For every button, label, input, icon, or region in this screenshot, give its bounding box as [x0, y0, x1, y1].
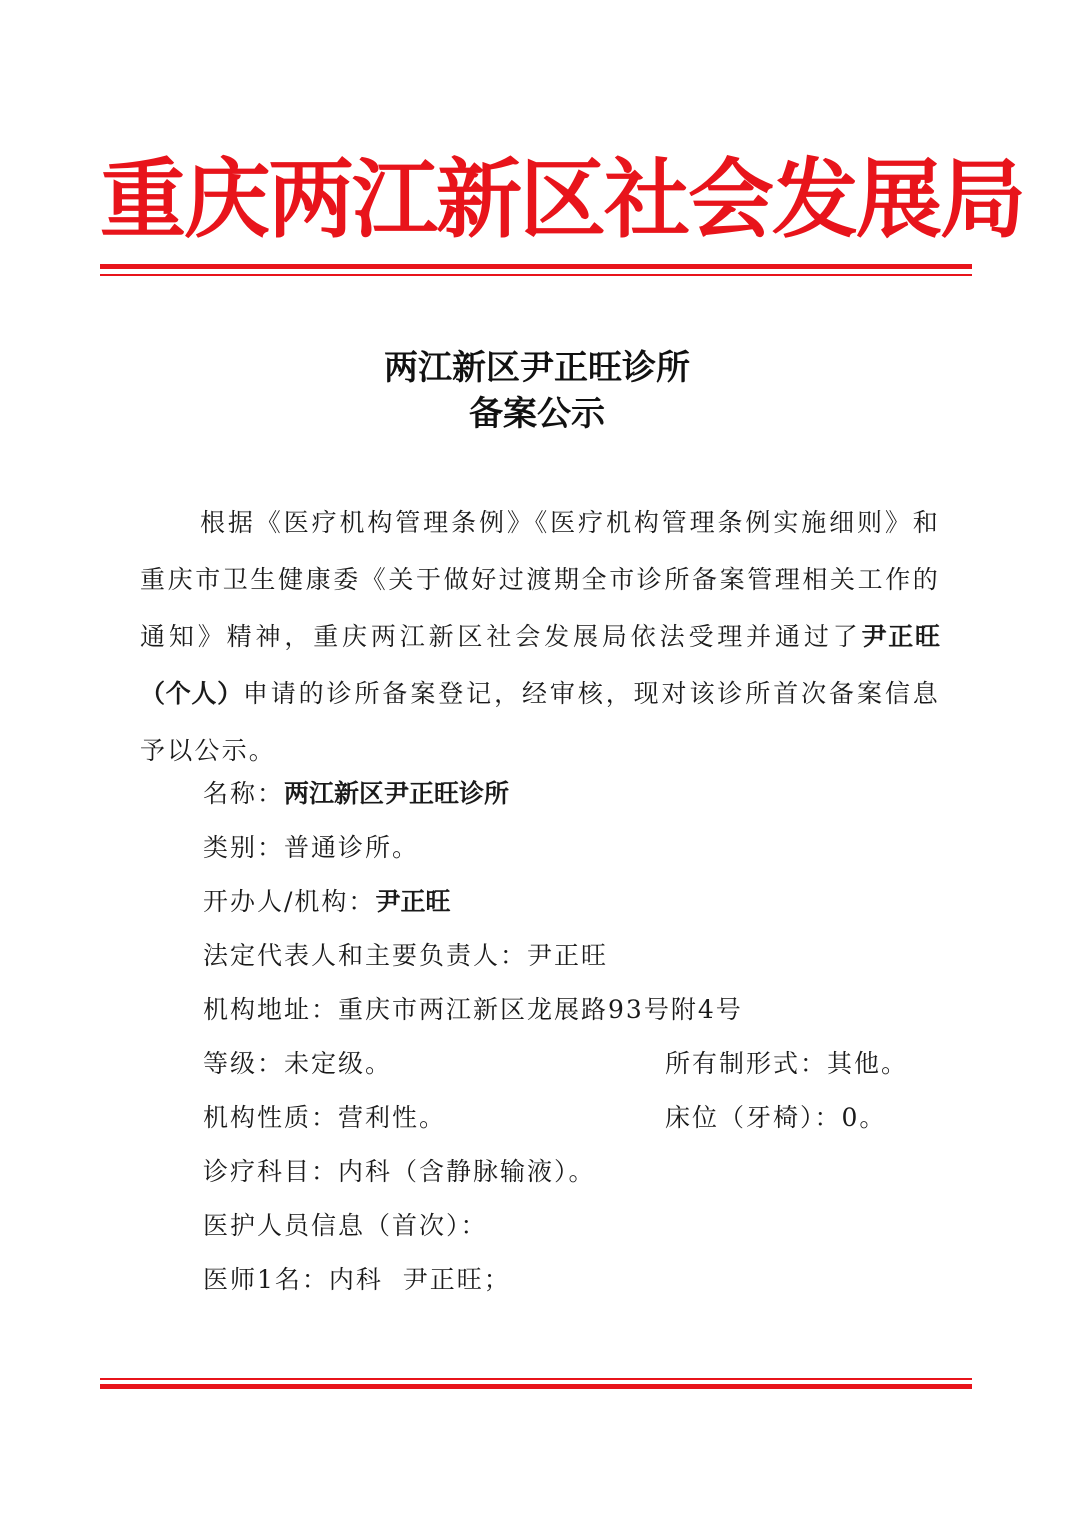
field-staff-heading — [203, 1208, 488, 1244]
field-operator — [203, 884, 450, 920]
staff-label: 医护人员信息（首次）： — [203, 1211, 488, 1240]
intro-paragraph — [140, 494, 940, 779]
field-category — [203, 830, 419, 866]
header-red-rule-thick — [100, 264, 972, 269]
address-label: 机构地址： — [203, 995, 339, 1024]
intro-text-part1: 根据《医疗机构管理条例》《医疗机构管理条例实施细则》和重庆市卫生健康委《关于做好过渡期全市诊所备案管理相关工作的通知》精神，重庆两江新区社会发展局依法受理并通过了 — [140, 508, 940, 651]
field-nature — [203, 1100, 446, 1136]
footer-red-rule-thin — [100, 1378, 972, 1380]
physician-value: 内科 尹正旺； — [328, 1265, 511, 1294]
physician-label: 医师1名： — [203, 1265, 329, 1294]
field-departments — [203, 1154, 596, 1190]
field-ownership — [665, 1046, 908, 1082]
field-address — [203, 992, 743, 1028]
notice-title-line1: 两江新区尹正旺诊所 — [384, 348, 690, 388]
field-beds — [665, 1100, 886, 1136]
legal-rep-value: 尹正旺 — [527, 941, 609, 970]
beds-value: 0。 — [841, 1103, 887, 1132]
grade-label: 等级： — [203, 1049, 285, 1078]
departments-label: 诊疗科目： — [203, 1157, 339, 1186]
nature-value: 营利性。 — [338, 1103, 447, 1132]
ownership-label: 所有制形式： — [665, 1049, 828, 1078]
header-red-rule-thin — [100, 274, 972, 276]
beds-label: 床位（牙椅）： — [665, 1103, 842, 1132]
operator-label: 开办人/机构： — [203, 887, 376, 916]
ownership-value: 其他。 — [827, 1049, 909, 1078]
operator-value: 尹正旺 — [375, 887, 451, 916]
category-label: 类别： — [203, 833, 285, 862]
letterhead-org-name: 重庆两江新区社会发展局 — [100, 149, 1024, 250]
field-grade — [203, 1046, 392, 1082]
notice-title-line2: 备案公示 — [469, 394, 605, 434]
field-physician — [203, 1262, 511, 1298]
nature-label: 机构性质： — [203, 1103, 339, 1132]
footer-red-rule-thick — [100, 1384, 972, 1389]
legal-rep-label: 法定代表人和主要负责人： — [203, 941, 528, 970]
intro-applicant: 尹正旺（个人） — [140, 622, 940, 708]
field-legal-rep — [203, 938, 608, 974]
address-value: 重庆市两江新区龙展路93号附4号 — [338, 995, 743, 1024]
grade-value: 未定级。 — [284, 1049, 393, 1078]
category-value: 普通诊所。 — [284, 833, 420, 862]
field-name — [203, 776, 509, 812]
name-value: 两江新区尹正旺诊所 — [284, 779, 510, 808]
name-label: 名称： — [203, 779, 285, 808]
departments-value: 内科（含静脉输液）。 — [338, 1157, 596, 1186]
intro-text-part2: 申请的诊所备案登记，经审核，现对该诊所首次备案信息予以公示。 — [140, 679, 940, 765]
